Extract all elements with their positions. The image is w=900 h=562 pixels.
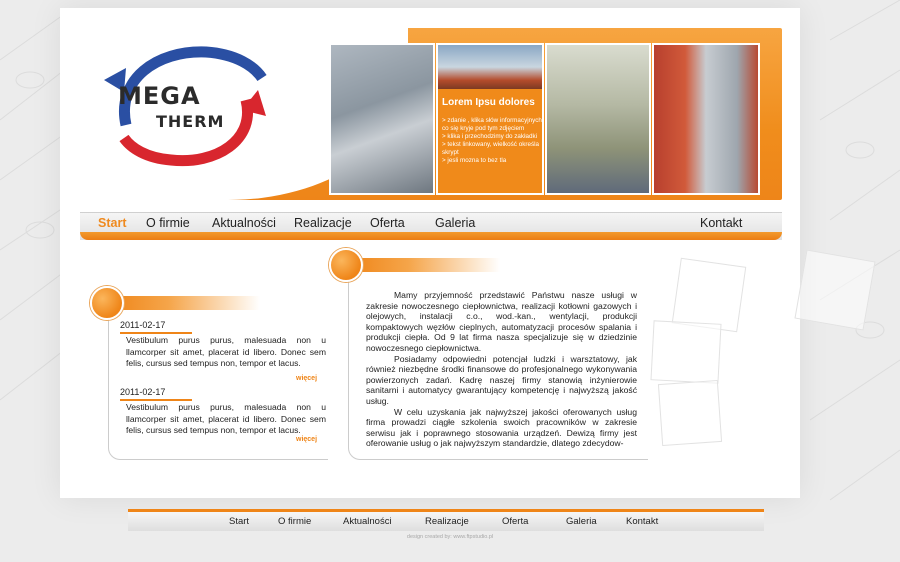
decorative-square [658, 380, 722, 446]
footer-link-aktualnosci[interactable]: Aktualności [343, 516, 392, 527]
news-text: Vestibulum purus purus, malesuada non u llamcorper sit amet, placerat id libero. Donec sem felis, cursus sed tempus non, tempor et lacus. [126, 335, 326, 368]
nav-o-firmie[interactable]: O firmie [146, 216, 190, 230]
about-paragraph: Posiadamy odpowiedni potencjał ludzki i warsztatowy, jak również niezbędne środki finansowe do profesjonalnego wykonywania powierzonych zadań. Kadrę naszej firmy stanowią inżynierowie sanitarni i automatycy gwarantujący kompetencję i najwyższą jakość usług. [366, 353, 637, 406]
photo-boiler-room[interactable] [545, 43, 651, 195]
nav-kontakt[interactable]: Kontakt [700, 216, 743, 230]
promo-item[interactable]: > jesli mozna to bez tla [442, 157, 507, 164]
nav-realizacje[interactable]: Realizacje [294, 216, 352, 230]
footer-link-kontakt[interactable]: Kontakt [626, 516, 659, 527]
logo-text-mega: MEGA [118, 82, 201, 110]
decorative-square [650, 320, 721, 383]
nav-oferta[interactable]: Oferta [370, 216, 405, 230]
logo-text-therm: THERM [156, 112, 225, 131]
promo-item[interactable]: > zdanie , klika słów informacyjnych co się kryje pod tym zdjęciem [442, 117, 542, 132]
promo-item[interactable]: > tekst linkowany, wielkość określa skrypt [442, 141, 539, 156]
promo-list [442, 117, 542, 165]
design-credit[interactable]: design created by: www.ftpstudio.pl [406, 534, 494, 540]
news-text: Vestibulum purus purus, malesuada non u llamcorper sit amet, placerat id libero. Donec sem felis, cursus sed tempus non, tempor et lacus. [126, 402, 326, 435]
about-paragraph: Mamy przyjemność przedstawić Państwu nasze usługi w zakresie nowoczesnego ciepłownictwa, realizacji kotłowni gazowych i olejowych, instalacji c.o., wod.-kan., wentylacji, produkcji kompaktowych węzłów cieplnych, automatyzacji procesów spalania i produkcji ciepła. Od 9 lat firma nasza specjalizuje się w dziedzinie nowoczesnego ciepłownictwa. [366, 290, 637, 353]
promo-title: Lorem Ipsu dolores [442, 97, 535, 108]
decorative-square [794, 249, 875, 330]
footer-link-galeria[interactable]: Galeria [566, 516, 597, 527]
footer-link-start[interactable]: Start [229, 516, 250, 527]
news-date: 2011-02-17 [120, 320, 192, 334]
about-text [366, 290, 637, 449]
photo-ventilation-ducts[interactable] [329, 43, 435, 195]
news-more-link[interactable]: więcej [296, 375, 318, 382]
promo-panel[interactable] [436, 43, 544, 195]
news-section-icon [90, 286, 124, 320]
news-header-bar [108, 296, 260, 310]
footer-link-oferta[interactable]: Oferta [502, 516, 529, 527]
about-paragraph: W celu uzyskania jak najwyższej jakości oferowanych usług firma prowadzi ciągłe szkolenia swoich pracowników w zakresie serwisu jak i poprawnego stosowania urządzeń. Dewizą firmy jest oferowanie usług o jak najwyższym standardzie, dlatego zdecydow- [366, 406, 637, 449]
nav-galeria[interactable]: Galeria [435, 216, 476, 230]
footer-link-o-firmie[interactable]: O firmie [278, 516, 312, 527]
footer-link-realizacje[interactable]: Realizacje [425, 516, 469, 527]
news-date: 2011-02-17 [120, 387, 192, 401]
promo-item[interactable]: > klika i przechodzimy do zakładki [442, 133, 538, 140]
nav-start[interactable]: Start [98, 216, 127, 230]
main-header-bar [348, 258, 500, 272]
news-more-link[interactable]: więcej [296, 436, 318, 443]
nav-underline [80, 232, 782, 240]
photo-building-exterior[interactable] [652, 43, 760, 195]
nav-aktualnosci[interactable]: Aktualności [212, 216, 276, 230]
main-section-icon [329, 248, 363, 282]
promo-thumbnail [438, 45, 542, 89]
